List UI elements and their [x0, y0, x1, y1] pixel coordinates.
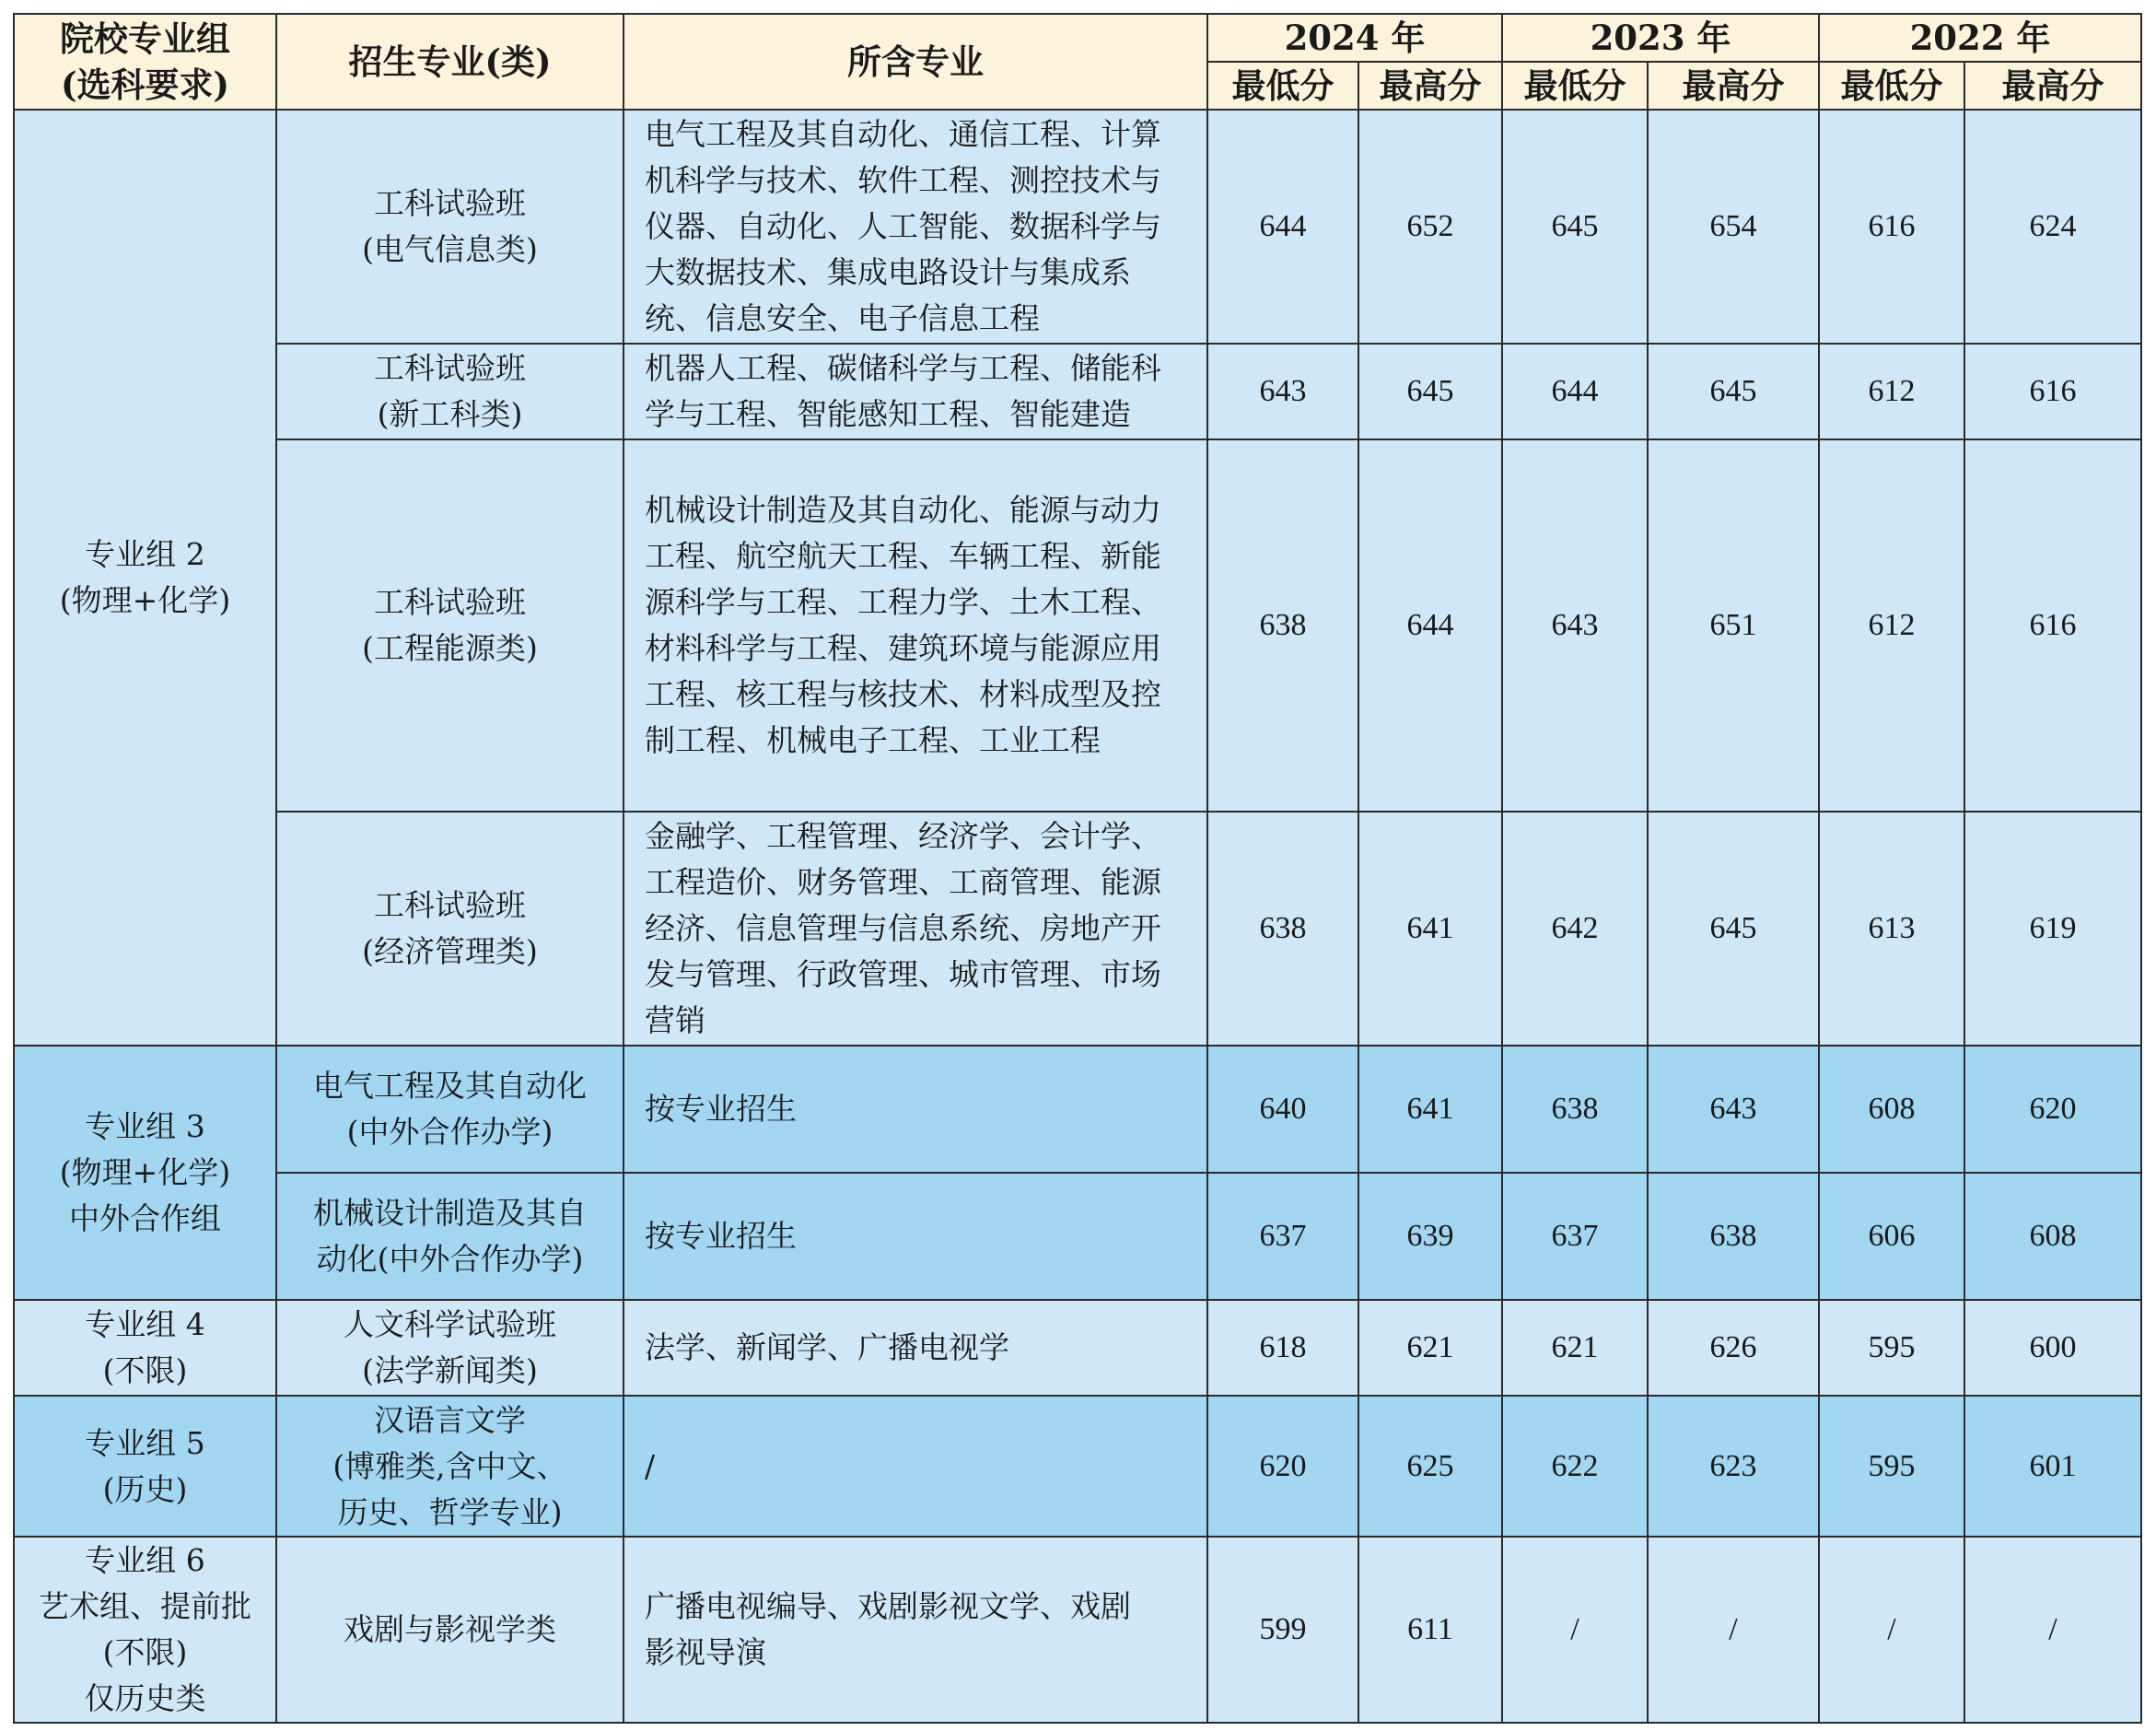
- major-line: 法学、新闻学、广播电视学: [645, 1329, 1009, 1365]
- major-line: /: [645, 1447, 656, 1484]
- major-line: 机器人工程、碳储科学与工程、储能科: [645, 350, 1161, 386]
- score-2024-min: 638: [1207, 439, 1358, 812]
- table-header: [14, 14, 2141, 110]
- table-row: [14, 1396, 2141, 1537]
- group-name-line: (不限): [102, 1352, 188, 1388]
- program-line: 动化(中外合作办学): [316, 1241, 584, 1277]
- score-2023-max: 651: [1648, 439, 1819, 812]
- program-line: (经济管理类): [362, 933, 538, 969]
- score-2024-max: 644: [1358, 439, 1502, 812]
- majors-cell: [623, 344, 1207, 439]
- score-2023-min: 621: [1502, 1300, 1648, 1396]
- group-name-line: (不限): [102, 1634, 188, 1670]
- score-2024-min: 620: [1207, 1396, 1358, 1537]
- header-group-line: (选科要求): [60, 64, 229, 105]
- program-line: 机械设计制造及其自: [313, 1195, 587, 1231]
- header-min-score: 最低分: [1207, 62, 1358, 110]
- group-cell: [14, 1396, 276, 1537]
- score-2023-max: 645: [1648, 812, 1819, 1046]
- admission-score-table: [13, 13, 2142, 1724]
- major-line: 机科学与技术、软件工程、测控技术与: [645, 162, 1161, 198]
- major-line: 大数据技术、集成电路设计与集成系: [645, 254, 1131, 290]
- group-name-line: 专业组 2: [85, 536, 205, 572]
- majors-cell: [623, 1173, 1207, 1300]
- major-line: 统、信息安全、电子信息工程: [645, 300, 1040, 336]
- score-2023-min: 644: [1502, 344, 1648, 439]
- program-line: 工科试验班: [374, 584, 526, 620]
- header-min-score: 最低分: [1502, 62, 1648, 110]
- score-2024-min: 644: [1207, 110, 1358, 344]
- program-line: 工科试验班: [374, 350, 526, 386]
- score-2024-max: 621: [1358, 1300, 1502, 1396]
- program-line: (电气信息类): [362, 231, 538, 267]
- major-line: 学与工程、智能感知工程、智能建造: [645, 396, 1131, 432]
- score-2023-max: 638: [1648, 1173, 1819, 1300]
- score-2023-min: 622: [1502, 1396, 1648, 1537]
- header-year-2023: 2023 年: [1502, 14, 1819, 62]
- program-cell: [276, 110, 623, 344]
- score-2024-min: 618: [1207, 1300, 1358, 1396]
- program-cell: [276, 1537, 623, 1723]
- score-2022-max: 619: [1964, 812, 2141, 1046]
- table-row: [14, 344, 2141, 439]
- program-cell: [276, 1046, 623, 1173]
- score-2024-max: 652: [1358, 110, 1502, 344]
- program-line: (博雅类,含中文、: [332, 1447, 567, 1484]
- score-2022-min: 612: [1819, 344, 1964, 439]
- group-name-line: 专业组 5: [85, 1424, 205, 1461]
- table-row: [14, 1300, 2141, 1396]
- program-line: (中外合作办学): [346, 1114, 554, 1150]
- major-line: 金融学、工程管理、经济学、会计学、: [645, 818, 1161, 854]
- group-name-line: (物理+化学): [59, 1154, 231, 1190]
- program-line: (新工科类): [377, 396, 523, 432]
- program-cell: [276, 1300, 623, 1396]
- score-2022-max: 601: [1964, 1396, 2141, 1537]
- major-line: 影视导演: [645, 1634, 766, 1670]
- major-line: 电气工程及其自动化、通信工程、计算: [645, 116, 1161, 152]
- score-2022-max: 608: [1964, 1173, 2141, 1300]
- score-2022-min: 608: [1819, 1046, 1964, 1173]
- group-name-line: 中外合作组: [69, 1200, 221, 1236]
- group-cell: [14, 1300, 276, 1396]
- major-line: 工程、航空航天工程、车辆工程、新能: [645, 538, 1161, 574]
- program-line: (工程能源类): [362, 630, 538, 666]
- score-2023-min: 643: [1502, 439, 1648, 812]
- program-cell: [276, 1396, 623, 1537]
- major-line: 仪器、自动化、人工智能、数据科学与: [645, 208, 1161, 244]
- score-2022-min: 606: [1819, 1173, 1964, 1300]
- score-2023-max: 623: [1648, 1396, 1819, 1537]
- score-2022-min: 595: [1819, 1300, 1964, 1396]
- score-2024-min: 643: [1207, 344, 1358, 439]
- score-2024-min: 640: [1207, 1046, 1358, 1173]
- table-row: [14, 812, 2141, 1046]
- major-line: 工程、核工程与核技术、材料成型及控: [645, 676, 1161, 712]
- header-year-2022: 2022 年: [1819, 14, 2141, 62]
- score-2023-min: 642: [1502, 812, 1648, 1046]
- score-2023-max: 654: [1648, 110, 1819, 344]
- header-group: [14, 14, 276, 110]
- score-2024-max: 641: [1358, 812, 1502, 1046]
- program-line: 历史、哲学专业): [337, 1493, 563, 1530]
- group-name-line: 专业组 3: [85, 1108, 205, 1144]
- majors-cell: [623, 1300, 1207, 1396]
- score-2022-max: 616: [1964, 439, 2141, 812]
- header-min-score: 最低分: [1819, 62, 1964, 110]
- score-2024-min: 599: [1207, 1537, 1358, 1723]
- header-group-line: 院校专业组: [60, 18, 230, 59]
- major-line: 材料科学与工程、建筑环境与能源应用: [645, 630, 1161, 666]
- group-name-line: (物理+化学): [59, 582, 231, 618]
- score-2023-max: /: [1648, 1537, 1819, 1723]
- major-line: 按专业招生: [645, 1218, 797, 1254]
- score-2022-min: 616: [1819, 110, 1964, 344]
- score-2022-max: 616: [1964, 344, 2141, 439]
- table-row: [14, 1173, 2141, 1300]
- majors-cell: [623, 812, 1207, 1046]
- score-2022-max: 620: [1964, 1046, 2141, 1173]
- score-2023-min: 638: [1502, 1046, 1648, 1173]
- group-name-line: 艺术组、提前批: [39, 1588, 251, 1624]
- score-2024-min: 638: [1207, 812, 1358, 1046]
- major-line: 经济、信息管理与信息系统、房地产开: [645, 910, 1161, 946]
- score-2023-min: 645: [1502, 110, 1648, 344]
- score-2023-max: 626: [1648, 1300, 1819, 1396]
- program-line: 工科试验班: [374, 185, 526, 221]
- major-line: 制工程、机械电子工程、工业工程: [645, 722, 1101, 758]
- program-cell: [276, 1173, 623, 1300]
- majors-cell: [623, 110, 1207, 344]
- program-line: 电气工程及其自动化: [313, 1068, 587, 1104]
- group-name-line: 仅历史类: [84, 1680, 206, 1716]
- score-2023-max: 643: [1648, 1046, 1819, 1173]
- header-year-2024: 2024 年: [1207, 14, 1502, 62]
- header-program: 招生专业(类): [276, 14, 623, 110]
- score-2024-max: 639: [1358, 1173, 1502, 1300]
- major-line: 工程造价、财务管理、工商管理、能源: [645, 864, 1161, 900]
- major-line: 按专业招生: [645, 1091, 797, 1127]
- score-2022-max: 600: [1964, 1300, 2141, 1396]
- program-cell: [276, 439, 623, 812]
- group-cell: [14, 1537, 276, 1723]
- score-2022-min: /: [1819, 1537, 1964, 1723]
- score-2023-max: 645: [1648, 344, 1819, 439]
- table-body: [14, 110, 2141, 1723]
- score-2022-min: 612: [1819, 439, 1964, 812]
- group-name-line: 专业组 6: [85, 1542, 205, 1578]
- score-2024-max: 641: [1358, 1046, 1502, 1173]
- header-max-score: 最高分: [1964, 62, 2141, 110]
- program-line: 戏剧与影视学类: [344, 1611, 556, 1647]
- score-2023-min: 637: [1502, 1173, 1648, 1300]
- score-2024-min: 637: [1207, 1173, 1358, 1300]
- table-row: [14, 110, 2141, 344]
- program-cell: [276, 344, 623, 439]
- major-line: 营销: [645, 1002, 705, 1038]
- table-row: [14, 439, 2141, 812]
- majors-cell: [623, 1537, 1207, 1723]
- header-max-score: 最高分: [1358, 62, 1502, 110]
- score-2022-min: 613: [1819, 812, 1964, 1046]
- group-cell: [14, 110, 276, 1046]
- program-line: 汉语言文学: [374, 1401, 526, 1438]
- program-line: 工科试验班: [374, 887, 526, 923]
- majors-cell: [623, 1046, 1207, 1173]
- major-line: 广播电视编导、戏剧影视文学、戏剧: [645, 1588, 1131, 1624]
- major-line: 机械设计制造及其自动化、能源与动力: [645, 492, 1161, 528]
- admission-score-table-container: [13, 13, 2140, 1716]
- table-row: [14, 1537, 2141, 1723]
- major-line: 源科学与工程、工程力学、土木工程、: [645, 584, 1161, 620]
- header-max-score: 最高分: [1648, 62, 1819, 110]
- major-line: 发与管理、行政管理、城市管理、市场: [645, 956, 1161, 992]
- score-2022-min: 595: [1819, 1396, 1964, 1537]
- score-2022-max: /: [1964, 1537, 2141, 1723]
- group-name-line: (历史): [102, 1470, 188, 1507]
- program-cell: [276, 812, 623, 1046]
- group-name-line: 专业组 4: [85, 1306, 205, 1342]
- score-2024-max: 611: [1358, 1537, 1502, 1723]
- header-majors: 所含专业: [623, 14, 1207, 110]
- score-2023-min: /: [1502, 1537, 1648, 1723]
- majors-cell: [623, 1396, 1207, 1537]
- program-line: 人文科学试验班: [344, 1306, 556, 1342]
- score-2024-max: 645: [1358, 344, 1502, 439]
- table-row: [14, 1046, 2141, 1173]
- score-2022-max: 624: [1964, 110, 2141, 344]
- group-cell: [14, 1046, 276, 1300]
- program-line: (法学新闻类): [362, 1352, 538, 1388]
- score-2024-max: 625: [1358, 1396, 1502, 1537]
- majors-cell: [623, 439, 1207, 812]
